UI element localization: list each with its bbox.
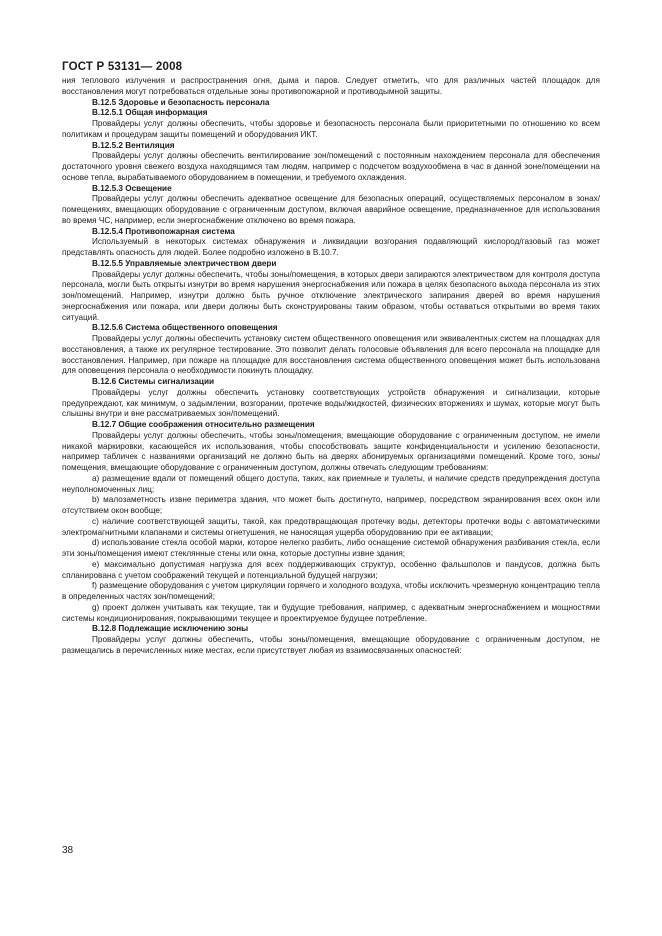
section-heading: В.12.7 Общие соображения относительно размещения [92,420,315,429]
section-heading: В.12.5.2 Вентиляция [92,140,175,150]
body-paragraph: Используемый в некоторых системах обнаружения и ликвидации возгорания подавляющий кислород/газовый газ может представлять опасность для людей. Более подробно изложено в В.10.7. [62,237,600,257]
section-heading: В.12.5.5 Управляемые электричеством двери [92,258,277,268]
section-heading: В.12.5.1 Общая информация [92,108,208,118]
body-paragraph: Провайдеры услуг должны обеспечить установку соответствующих устройств обнаружения и сигнализации, которые предупреждают, как минимум, о задымлении, возгорании, протечке воды/жидкостей, физических вторжениях и шумах, которые могут быть слышны внутри и вне рассматриваемых зон/помещений. [62,387,600,419]
body-paragraph: Провайдеры услуг должны обеспечить, чтобы зоны/помещения, вмещающие оборудование с ограниченным доступом, не размещались в перечисленных ниже местах, если присутствует любая из взаимосвязанных опасностей: [62,635,600,655]
section-heading: В.12.5.4 Противопожарная система [92,226,235,236]
body-paragraph: ния теплового излучения и распространения огня, дыма и паров. Следует отметить, что для различных частей площадок для восстановления могут потребоваться отдельные зоны противопожарной и противодымной защиты. [62,76,600,96]
body-paragraph: b) малозаметность извне периметра здания, что может быть достигнуто, например, посредством экранирования всех окон или отсутствием окон вообще; [62,495,600,515]
section-heading: В.12.5.3 Освещение [92,183,172,193]
body-paragraph: а) размещение вдали от помещений общего доступа, таких, как приемные и туалеты, и наличие средств предупреждения доступа неуполномоченных лиц; [62,473,600,494]
body-paragraph: d) использование стекла особой марки, которое нелегко разбить, либо оснащение системой обнаружения разбивания стекла, если эти зоны/помещения имеют стеклянные стены или окна, которые доступны извне здания; [62,538,600,558]
body-paragraph: Провайдеры услуг должны обеспечить, чтобы зоны/помещения, в которых двери запираются электричеством для контроля доступа персонала, могли быть открыты изнутри во время нарушения энергоснабжения или пожара в целях безопасного выхода персонала из этих зон/помещений. Например, изнутри должно быть ручное отключение электрического запирания дверей во время нарушения энергоснабжения или пожара, или двери должны быть сконструированы таким образом, чтобы оставаться открытыми во время таких ситуаций. [62,269,600,322]
body-paragraph: c) наличие соответствующей защиты, такой, как предотвращающая протечку воды, детекторы протечки воды с автоматическими электромагнитными клапанами и системы огнетушения, не наносящая ущерба оборудованию при ее активации; [62,516,600,537]
body-paragraph: f) размещение оборудования с учетом циркуляции горячего и холодного воздуха, чтобы исключить чрезмерную концентрацию тепла в определенных частях зон/помещений; [62,581,600,601]
page-number: 38 [62,845,74,856]
body-paragraph: Провайдеры услуг должны обеспечить установку систем общественного оповещения или эквивалентных систем на площадках для восстановления, а также их регулярное тестирование. Это позволит делать голосовые объявления для всего персонала на площадке для восстановления. Например, при пожаре на площадке для восстановления система общественного оповещения может быть использована для оповещения персонала о необходимости покинуть площадку. [62,334,600,376]
body-paragraph: Провайдеры услуг должны обеспечить вентилирование зон/помещений с постоянным нахождением персонала для обеспечения достаточного уровня свежего воздуха находящимся там людям, например с подсчетом воздухообмена в час в данной зоне/помещении на основе тепла, вырабатываемого оборудованием в помещении, и требуемого охлаждения. [62,151,600,182]
body-paragraph: Провайдеры услуг должны обеспечить, чтобы зоны/помещения, вмещающие оборудование с ограниченным доступом, не имели никакой маркировки, касающейся их использования, чтобы способствовать защите конфиденциальности и усилению безопасности, например табличек с названиями организаций не должно быть на дверях абонируемых организациями помещений. Кроме того, зоны/помещения, вмещающие оборудование с ограниченным доступом, должны отвечать следующим требованиям: [62,430,600,472]
section-heading: В.12.8 Подлежащие исключению зоны [92,624,249,634]
section-heading: В.12.6 Системы сигнализации [92,377,215,386]
body-paragraph: Провайдеры услуг должны обеспечить, чтобы здоровье и безопасность персонала были приоритетными по отношению ко всем политикам и процедурам защиты помещений и оборудования ИКТ. [62,119,600,139]
body-paragraph: g) проект должен учитывать как текущие, так и будущие требования, например, с адекватным энергоснабжением и мощностями системы кондиционирования, покрывающими текущее и проектируемое будущее потребление. [62,602,600,623]
page-body [62,76,600,657]
body-paragraph: e) максимально допустимая нагрузка для всех поддерживающих структур, особенно фальшполов и пандусов, должна быть спланирована с учетом соображений текущей и потенциальной будущей нагрузки; [62,559,600,580]
body-paragraph: Провайдеры услуг должны обеспечить адекватное освещение для безопасных операций, осуществляемых персоналом в зонах/помещениях, вмещающих оборудование с ограниченным доступом, включая аварийное освещение, предназначенное для использования во время ЧС, например, если энергоснабжение отключено во время пожара. [62,194,600,225]
section-heading: В.12.5.6 Система общественного оповещения [92,323,278,333]
section-heading: В.12.5 Здоровье и безопасность персонала [92,97,270,107]
document-header: ГОСТ Р 53131— 2008 [62,61,183,73]
